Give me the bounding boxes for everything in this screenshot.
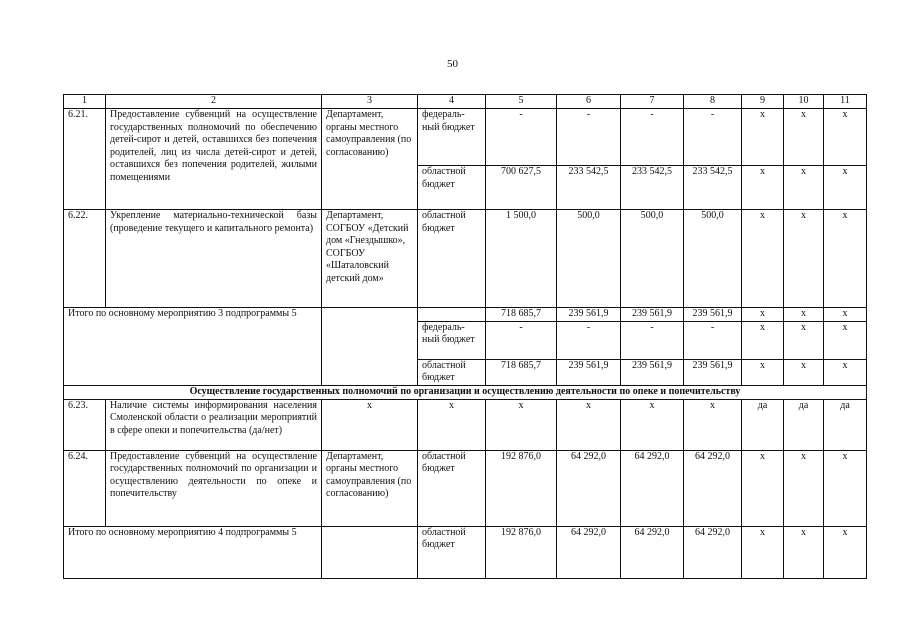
measure-name: Наличие системы информирования населения Смоленской области о реализации мероприятий в сфере опеки и попечительства (да/нет) — [106, 399, 322, 450]
yes-cell: да — [824, 399, 867, 450]
mark-cell: х — [784, 210, 824, 308]
col-header: 11 — [824, 95, 867, 109]
empty-cell — [322, 308, 418, 386]
value-cell: 500,0 — [684, 210, 742, 308]
header-row — [64, 95, 867, 109]
value-cell: 233 542,5 — [557, 166, 621, 210]
value-cell: 192 876,0 — [486, 450, 557, 526]
value-cell: 239 561,9 — [684, 308, 742, 322]
mark-cell: х — [742, 526, 784, 578]
mark-cell: х — [684, 399, 742, 450]
mark-cell: х — [742, 109, 784, 166]
row-number: 6.24. — [64, 450, 106, 526]
funding-source: федераль-ный бюджет — [418, 321, 486, 359]
mark-cell: х — [322, 399, 418, 450]
mark-cell: х — [824, 210, 867, 308]
value-cell: 64 292,0 — [684, 450, 742, 526]
col-header: 2 — [106, 95, 322, 109]
value-cell: 239 561,9 — [557, 308, 621, 322]
table-row — [64, 308, 867, 322]
executor: Департамент, СОГБОУ «Детский дом «Гнездышко», СОГБОУ «Шаталовский детский дом» — [322, 210, 418, 308]
col-header: 8 — [684, 95, 742, 109]
total-label: Итого по основному мероприятию 4 подпрограммы 5 — [64, 526, 322, 578]
mark-cell: х — [557, 399, 621, 450]
funding-source: областной бюджет — [418, 166, 486, 210]
col-header: 5 — [486, 95, 557, 109]
mark-cell: х — [784, 359, 824, 385]
value-cell: 239 561,9 — [557, 359, 621, 385]
mark-cell: х — [824, 359, 867, 385]
value-cell: 233 542,5 — [684, 166, 742, 210]
row-number: 6.21. — [64, 109, 106, 210]
table-row — [64, 210, 867, 308]
row-number: 6.22. — [64, 210, 106, 308]
value-cell: 64 292,0 — [621, 450, 684, 526]
col-header: 1 — [64, 95, 106, 109]
funding-source — [418, 308, 486, 322]
value-cell: - — [486, 321, 557, 359]
value-cell: - — [557, 321, 621, 359]
value-cell: 500,0 — [557, 210, 621, 308]
col-header: 7 — [621, 95, 684, 109]
mark-cell: х — [824, 109, 867, 166]
yes-cell: да — [784, 399, 824, 450]
value-cell: 64 292,0 — [557, 526, 621, 578]
mark-cell: х — [784, 450, 824, 526]
mark-cell: х — [418, 399, 486, 450]
col-header: 9 — [742, 95, 784, 109]
col-header: 6 — [557, 95, 621, 109]
value-cell: 718 685,7 — [486, 308, 557, 322]
value-cell: 233 542,5 — [621, 166, 684, 210]
funding-source: областной бюджет — [418, 210, 486, 308]
value-cell: 718 685,7 — [486, 359, 557, 385]
col-header: 10 — [784, 95, 824, 109]
section-title: Осуществление государственных полномочий по организации и осуществлению деятельности по опеке и попечительству — [64, 385, 867, 399]
funding-source: областной бюджет — [418, 450, 486, 526]
table-row — [64, 526, 867, 578]
mark-cell: х — [742, 210, 784, 308]
measure-name: Укрепление материально-технической базы (проведение текущего и капитального ремонта) — [106, 210, 322, 308]
value-cell: - — [486, 109, 557, 166]
value-cell: 192 876,0 — [486, 526, 557, 578]
value-cell: 239 561,9 — [684, 359, 742, 385]
value-cell: 239 561,9 — [621, 308, 684, 322]
mark-cell: х — [742, 359, 784, 385]
mark-cell: х — [742, 308, 784, 322]
funding-source: федераль-ный бюджет — [418, 109, 486, 166]
mark-cell: х — [742, 321, 784, 359]
table-row — [64, 399, 867, 450]
table-row — [64, 109, 867, 166]
value-cell: - — [684, 321, 742, 359]
mark-cell: х — [742, 450, 784, 526]
mark-cell: х — [784, 166, 824, 210]
funding-source: областной бюджет — [418, 526, 486, 578]
mark-cell: х — [784, 321, 824, 359]
value-cell: 64 292,0 — [621, 526, 684, 578]
executor: Департамент, органы местного самоуправления (по согласованию) — [322, 450, 418, 526]
value-cell: 1 500,0 — [486, 210, 557, 308]
mark-cell: х — [824, 450, 867, 526]
value-cell: 64 292,0 — [557, 450, 621, 526]
table-row — [64, 450, 867, 526]
mark-cell: х — [824, 321, 867, 359]
mark-cell: х — [486, 399, 557, 450]
empty-cell — [322, 526, 418, 578]
value-cell: 64 292,0 — [684, 526, 742, 578]
yes-cell: да — [742, 399, 784, 450]
measure-name: Предоставление субвенций на осуществление государственных полномочий по обеспечению детей-сирот и детей, оставшихся без попечения родителей, лиц из числа детей-сирот и детей, оставшихся без попечения родителей, жилыми помещениями — [106, 109, 322, 210]
mark-cell: х — [824, 526, 867, 578]
measure-name: Предоставление субвенций на осуществление государственных полномочий по организации и осуществлению деятельности по опеке и попечительству — [106, 450, 322, 526]
mark-cell: х — [824, 308, 867, 322]
value-cell: 500,0 — [621, 210, 684, 308]
value-cell: - — [621, 321, 684, 359]
executor: Департамент, органы местного самоуправления (по согласованию) — [322, 109, 418, 210]
program-table — [63, 94, 867, 579]
mark-cell: х — [784, 109, 824, 166]
mark-cell: х — [742, 166, 784, 210]
funding-source: областной бюджет — [418, 359, 486, 385]
value-cell: - — [621, 109, 684, 166]
section-row — [64, 385, 867, 399]
value-cell: - — [684, 109, 742, 166]
value-cell: 700 627,5 — [486, 166, 557, 210]
value-cell: 239 561,9 — [621, 359, 684, 385]
mark-cell: х — [621, 399, 684, 450]
row-number: 6.23. — [64, 399, 106, 450]
total-label: Итого по основному мероприятию 3 подпрограммы 5 — [64, 308, 322, 386]
mark-cell: х — [824, 166, 867, 210]
col-header: 3 — [322, 95, 418, 109]
page-number: 50 — [447, 58, 458, 70]
mark-cell: х — [784, 308, 824, 322]
value-cell: - — [557, 109, 621, 166]
col-header: 4 — [418, 95, 486, 109]
mark-cell: х — [784, 526, 824, 578]
